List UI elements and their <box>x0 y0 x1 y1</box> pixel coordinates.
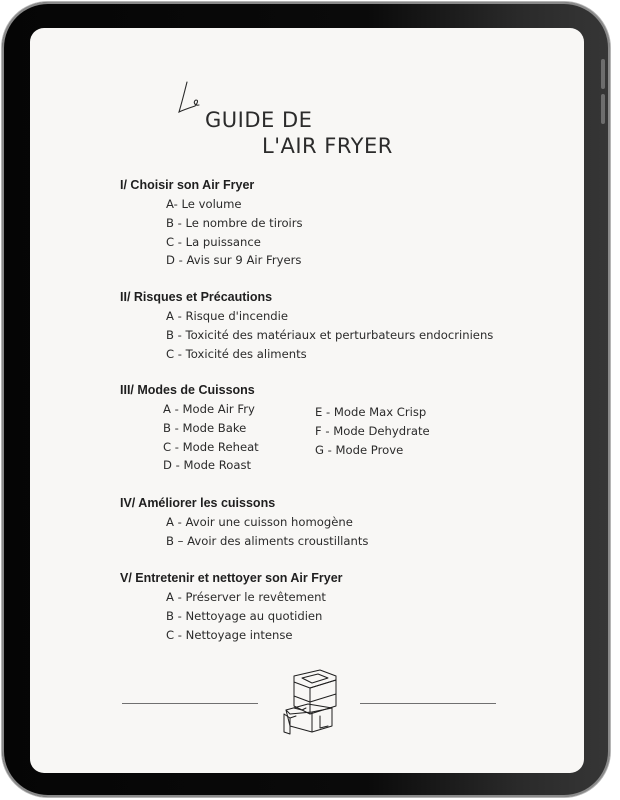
section-title: II/ Risques et Précautions <box>120 290 273 304</box>
toc-item: B - Nettoyage au quotidien <box>166 608 323 623</box>
section-1 <box>120 176 303 270</box>
toc-item: B - Toxicité des matériaux et perturbateurs endocriniens <box>166 327 494 342</box>
toc-item: C - La puissance <box>166 234 261 249</box>
toc-item: A - Avoir une cuisson homogène <box>166 515 353 529</box>
section-title: IV/ Améliorer les cuissons <box>120 496 276 510</box>
toc-item: B - Le nombre de tiroirs <box>166 215 303 230</box>
toc-item: A - Risque d'incendie <box>166 309 289 323</box>
toc-item: B – Avoir des aliments croustillants <box>166 533 369 548</box>
toc-item: A - Préserver le revêtement <box>166 590 326 604</box>
volume-down-button <box>601 94 605 124</box>
section-3 <box>120 381 430 475</box>
modes-column-2 <box>315 400 430 475</box>
toc-item: A - Mode Air Fry <box>163 402 255 416</box>
divider-left <box>122 703 258 704</box>
modes-columns <box>120 400 430 475</box>
section-title: III/ Modes de Cuissons <box>120 383 255 397</box>
air-fryer-icon <box>272 666 348 738</box>
toc-item: D - Mode Roast <box>163 458 252 473</box>
modes-column-1 <box>120 400 315 475</box>
section-5 <box>120 569 343 644</box>
volume-up-button <box>601 59 605 89</box>
toc-item: C - Toxicité des aliments <box>166 346 307 361</box>
title-line-2: L'AIR FRYER <box>262 134 393 158</box>
script-le-title <box>177 80 207 116</box>
section-title: V/ Entretenir et nettoyer son Air Fryer <box>120 571 343 585</box>
divider-right <box>360 703 496 704</box>
toc-item: D - Avis sur 9 Air Fryers <box>166 253 302 268</box>
tablet-screen <box>30 28 584 773</box>
section-title: I/ Choisir son Air Fryer <box>120 178 255 192</box>
title-line-1: GUIDE DE <box>205 108 313 132</box>
toc-item: B - Mode Bake <box>163 420 247 435</box>
toc-item: E - Mode Max Crisp <box>315 405 427 419</box>
toc-item: C - Mode Reheat <box>163 439 259 454</box>
section-2 <box>120 288 493 363</box>
toc-item: C - Nettoyage intense <box>166 627 293 642</box>
toc-item: G - Mode Prove <box>315 442 404 457</box>
toc-item: A- Le volume <box>166 197 242 211</box>
section-4 <box>120 494 368 551</box>
toc-item: F - Mode Dehydrate <box>315 423 430 438</box>
